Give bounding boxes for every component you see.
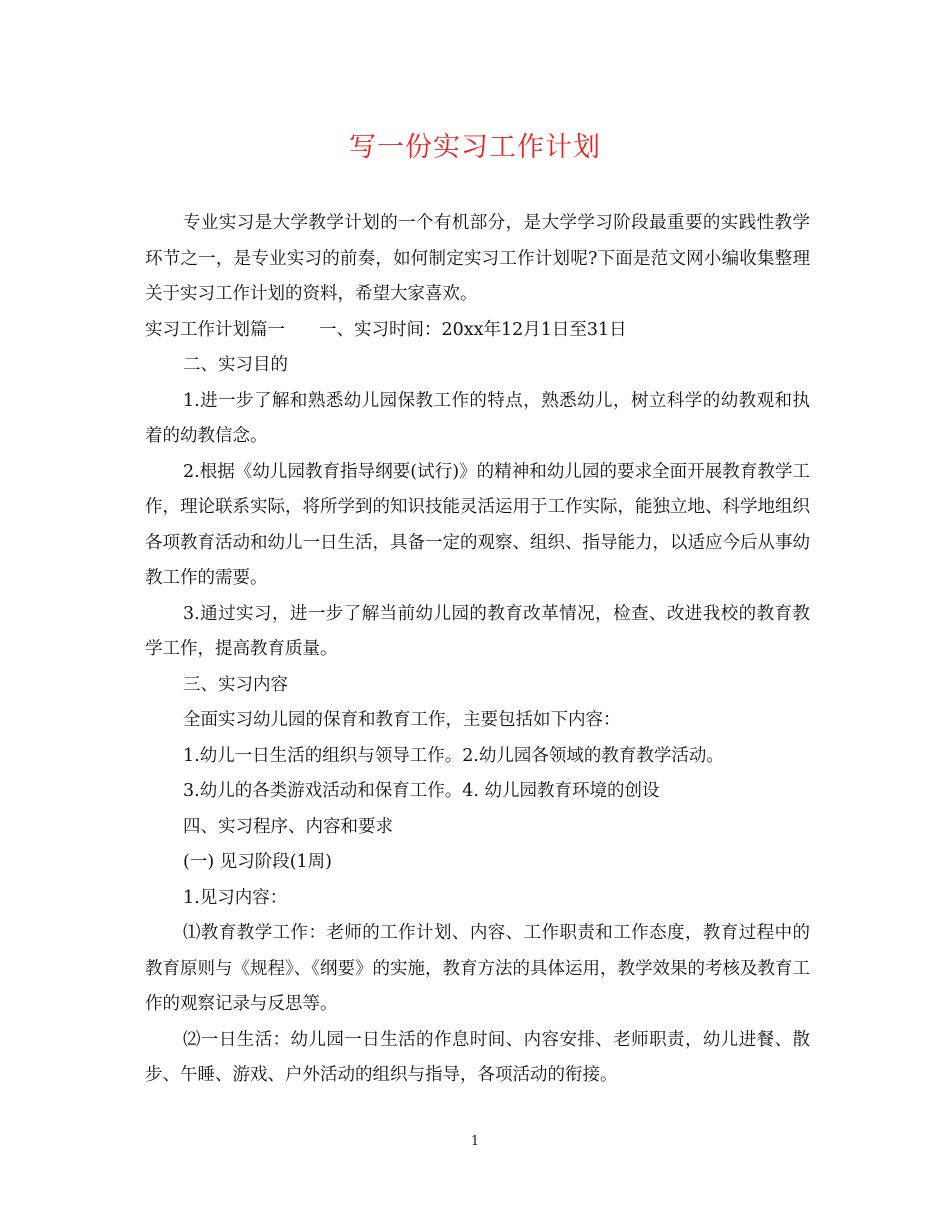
- plan-heading-line: [145, 313, 810, 349]
- content-intro: 全面实习幼儿园的保育和教育工作，主要包括如下内容：: [183, 710, 621, 730]
- observation-item-2: ⑵一日生活：幼儿园一日生活的作息时间、内容安排、老师职责，幼儿进餐、散步、午睡、游戏、户外活动的组织与指导，各项活动的衔接。: [145, 1029, 810, 1085]
- content-line-2: 3.幼儿的各类游戏活动和保育工作。4. 幼儿园教育环境的创设: [183, 781, 660, 801]
- section-heading-goals: 二、实习目的: [183, 355, 288, 375]
- observation-content-heading: 1.见习内容：: [183, 887, 288, 908]
- stage-heading-observation: (一) 见习阶段(1周): [183, 852, 333, 872]
- intro-paragraph: 专业实习是大学教学计划的一个有机部分，是大学学习阶段最重要的实践性教学环节之一，是专业实习的前奏，如何制定实习工作计划呢?下面是范文网小编收集整理关于实习工作计划的资料，希望大家喜欢。: [145, 213, 810, 304]
- goal-item-1: 1.进一步了解和熟悉幼儿园保教工作的特点，熟悉幼儿，树立科学的幼教观和执着的幼教信念。: [145, 390, 810, 446]
- document-title: 写一份实习工作计划: [349, 132, 601, 163]
- document-body: [145, 206, 810, 1094]
- goal-item-2: 2.根据《幼儿园教育指导纲要(试行)》的精神和幼儿园的要求全面开展教育教学工作，理论联系实际，将所学到的知识技能灵活运用于工作实际，能独立地、科学地组织各项教育活动和幼儿一日生活，具备一定的观察、组织、指导能力，以适应今后从事幼教工作的需要。: [145, 461, 810, 588]
- observation-item-1: ⑴教育教学工作：老师的工作计划、内容、工作职责和工作态度，教育过程中的教育原则与《规程》、《纲要》的实施，教育方法的具体运用，教学效果的考核及教育工作的观察记录与反思等。: [145, 923, 810, 1014]
- plan-heading: 实习工作计划篇一: [145, 319, 285, 340]
- content-line-1: 1.幼儿一日生活的组织与领导工作。2.幼儿园各领域的教育教学活动。: [183, 745, 724, 766]
- internship-time: 一、实习时间：20xx年12月1日至31日: [319, 319, 627, 340]
- section-heading-procedure: 四、实习程序、内容和要求: [183, 816, 393, 837]
- goal-item-3: 3.通过实习，进一步了解当前幼儿园的教育改革情况，检查、改进我校的教育教学工作，提高教育质量。: [145, 603, 810, 659]
- page-number: 1: [470, 1134, 480, 1149]
- section-heading-content: 三、实习内容: [183, 674, 288, 695]
